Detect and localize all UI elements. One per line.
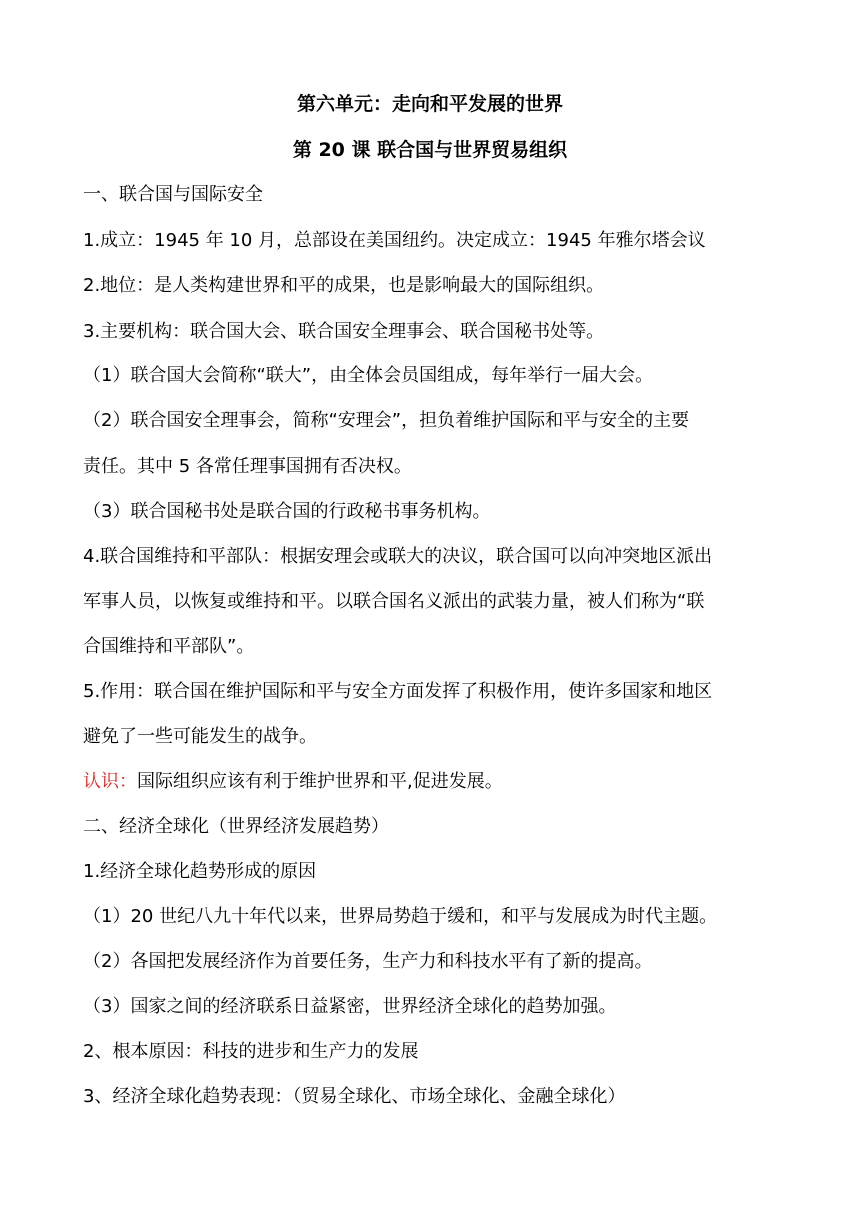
insight-label: 认识： [83, 771, 137, 792]
paragraph-line: 军事人员，以恢复或维持和平。以联合国名义派出的武装力量，被人们称为“联 [83, 591, 705, 612]
insight-text: 国际组织应该有利于维护世界和平,促进发展。 [137, 771, 503, 792]
paragraph-line: 2、根本原因：科技的进步和生产力的发展 [83, 1041, 419, 1062]
paragraph-line: 避免了一些可能发生的战争。 [83, 726, 317, 747]
paragraph-line: 4.联合国维持和平部队：根据安理会或联大的决议，联合国可以向冲突地区派出 [83, 546, 713, 567]
paragraph-line: （1）联合国大会简称“联大”，由全体会员国组成，每年举行一届大会。 [83, 365, 654, 386]
paragraph-line: 责任。其中 5 各常任理事国拥有否决权。 [83, 456, 412, 477]
paragraph-line: 合国维持和平部队”。 [83, 636, 255, 657]
paragraph-line: （3）国家之间的经济联系日益紧密，世界经济全球化的趋势加强。 [83, 996, 617, 1017]
paragraph-line: 3.主要机构：联合国大会、联合国安全理事会、联合国秘书处等。 [83, 321, 605, 342]
paragraph-line: （2）联合国安全理事会，简称“安理会”，担负着维护国际和平与安全的主要 [83, 410, 690, 431]
section-heading-1: 一、联合国与国际安全 [83, 184, 263, 205]
paragraph-line: （3）联合国秘书处是联合国的行政秘书事务机构。 [83, 501, 491, 522]
paragraph-line: 1.经济全球化趋势形成的原因 [83, 861, 317, 882]
section-heading-2: 二、经济全球化（世界经济发展趋势） [83, 816, 389, 837]
lesson-title: 第 20 课 联合国与世界贸易组织 [292, 139, 568, 161]
unit-title: 第六单元：走向和平发展的世界 [296, 93, 563, 115]
paragraph-line: 1.成立：1945 年 10 月，总部设在美国纽约。决定成立：1945 年雅尔塔会议 [83, 230, 706, 251]
insight-line [83, 770, 783, 794]
paragraph-line: （2）各国把发展经济作为首要任务，生产力和科技水平有了新的提高。 [83, 951, 653, 972]
paragraph-line: 5.作用：联合国在维护国际和平与安全方面发挥了积极作用，使许多国家和地区 [83, 681, 713, 702]
paragraph-line: 3、经济全球化趋势表现：（贸易全球化、市场全球化、金融全球化） [83, 1086, 626, 1107]
paragraph-line: 2.地位：是人类构建世界和平的成果，也是影响最大的国际组织。 [83, 275, 605, 296]
paragraph-line: （1）20 世纪八九十年代以来，世界局势趋于缓和，和平与发展成为时代主题。 [83, 906, 718, 927]
